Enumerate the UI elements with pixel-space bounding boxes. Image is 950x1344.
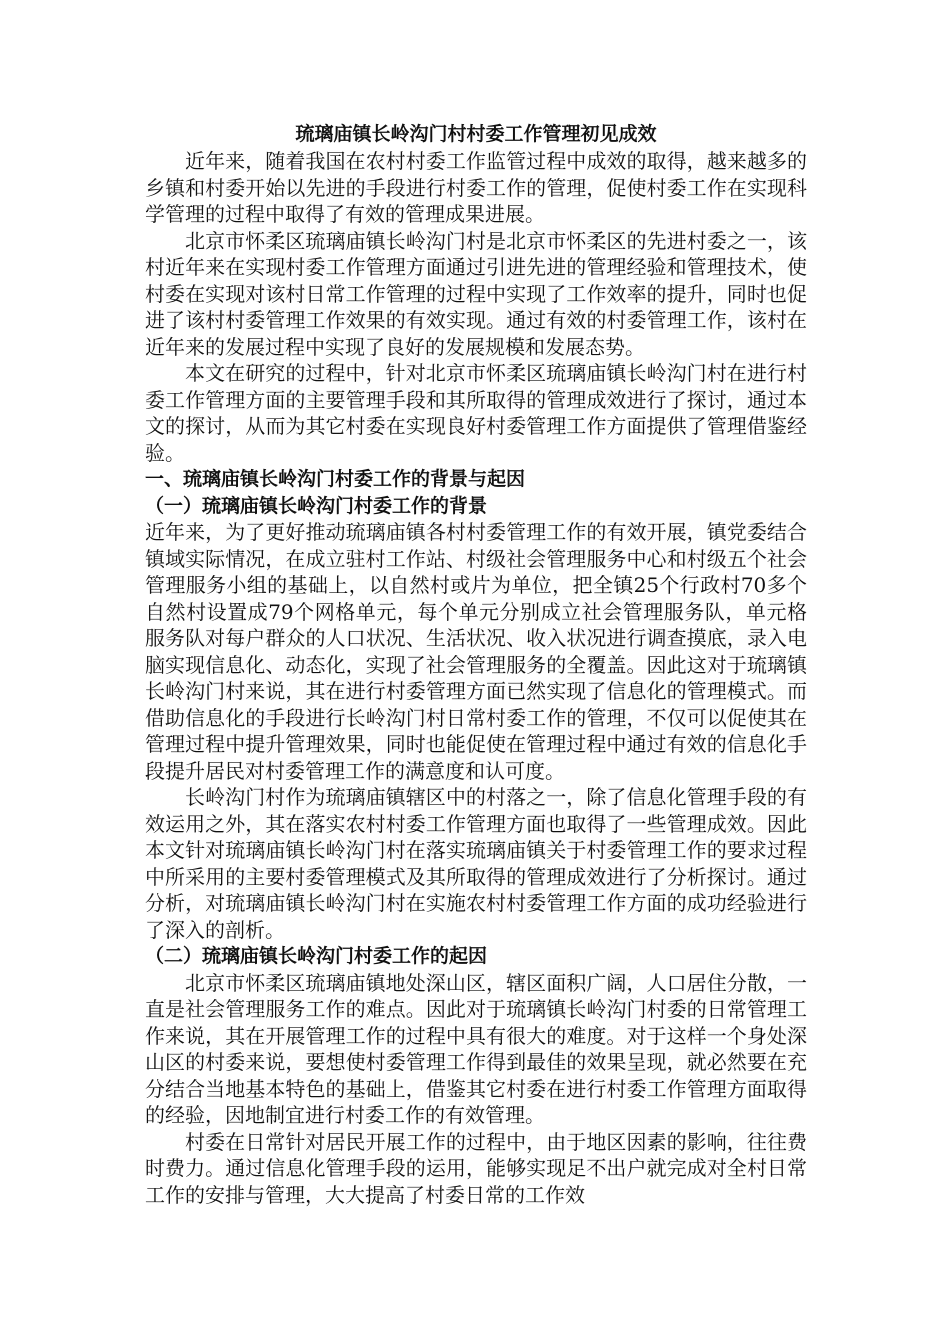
body-paragraph: 北京市怀柔区琉璃庙镇地处深山区，辖区面积广阔，人口居住分散，一直是社会管理服务工作的难点。因此对于琉璃镇长岭沟门村委的日常管理工作来说，其在开展管理工作的过程中具有很大的难度。对于这样一个身处深山区的村委来说，要想使村委管理工作得到最佳的效果呈现，就必然要在充分结合当地基本特色的基础上，借鉴其它村委在进行村委工作管理方面取得的经验，因地制宜进行村委工作的有效管理。 [145, 970, 807, 1127]
intro-paragraph-2: 北京市怀柔区琉璃庙镇长岭沟门村是北京市怀柔区的先进村委之一，该村近年来在实现村委工作管理方面通过引进先进的管理经验和管理技术，使村委在实现对该村日常工作管理的过程中实现了工作效率的提升，同时也促进了该村村委管理工作效果的有效实现。通过有效的村委管理工作，该村在近年来的发展过程中实现了良好的发展规模和发展态势。 [145, 228, 807, 359]
section-heading-1: 一、琉璃庙镇长岭沟门村委工作的背景与起因 [145, 468, 526, 490]
intro-paragraph-1: 近年来，随着我国在农村村委工作监管过程中成效的取得，越来越多的乡镇和村委开始以先进的手段进行村委工作的管理，促使村委工作在实现科学管理的过程中取得了有效的管理成果进展。 [145, 149, 807, 226]
body-paragraph: 长岭沟门村作为琉璃庙镇辖区中的村落之一，除了信息化管理手段的有效运用之外，其在落实农村村委工作管理方面也取得了一些管理成效。因此本文针对琉璃庙镇长岭沟门村在落实琉璃庙镇关于村委管理工作的要求过程中所采用的主要村委管理模式及其所取得的管理成效进行了分析探讨。通过分析，对琉璃庙镇长岭沟门村在实施农村村委管理工作方面的成功经验进行了深入的剖析。 [145, 785, 807, 942]
document-title: 琉璃庙镇长岭沟门村村委工作管理初见成效 [295, 123, 657, 145]
body-paragraph: 近年来，为了更好推动琉璃庙镇各村村委管理工作的有效开展，镇党委结合镇域实际情况，在成立驻村工作站、村级社会管理服务中心和村级五个社会管理服务小组的基础上，以自然村或片为单位，把全镇25个行政村70多个自然村设置成79个网格单元，每个单元分别成立社会管理服务队，单元格服务队对每户群众的人口状况、生活状况、收入状况进行调查摸底，录入电脑实现信息化、动态化，实现了社会管理服务的全覆盖。因此这对于琉璃镇长岭沟门村来说，其在进行村委管理方面已然实现了信息化的管理模式。而借助信息化的手段进行长岭沟门村日常村委工作的管理，不仅可以促使其在管理过程中提升管理效果，同时也能促使在管理过程中通过有效的信息化手段提升居民对村委管理工作的满意度和认可度。 [145, 520, 807, 783]
body-paragraph: 村委在日常针对居民开展工作的过程中，由于地区因素的影响，往往费时费力。通过信息化管理手段的运用，能够实现足不出户就完成对全村日常工作的安排与管理，大大提高了村委日常的工作效 [145, 1129, 807, 1207]
subsection-heading-2: （二）琉璃庙镇长岭沟门村委工作的起因 [145, 945, 488, 967]
subsection-heading-1: （一）琉璃庙镇长岭沟门村委工作的背景 [145, 494, 488, 517]
intro-paragraph-3: 本文在研究的过程中，针对北京市怀柔区琉璃庙镇长岭沟门村在进行村委工作管理方面的主要管理手段和其所取得的管理成效进行了探讨，通过本文的探讨，从而为其它村委在实现良好村委管理工作方面提供了管理借鉴经验。 [145, 361, 807, 465]
document-page [145, 120, 807, 1208]
